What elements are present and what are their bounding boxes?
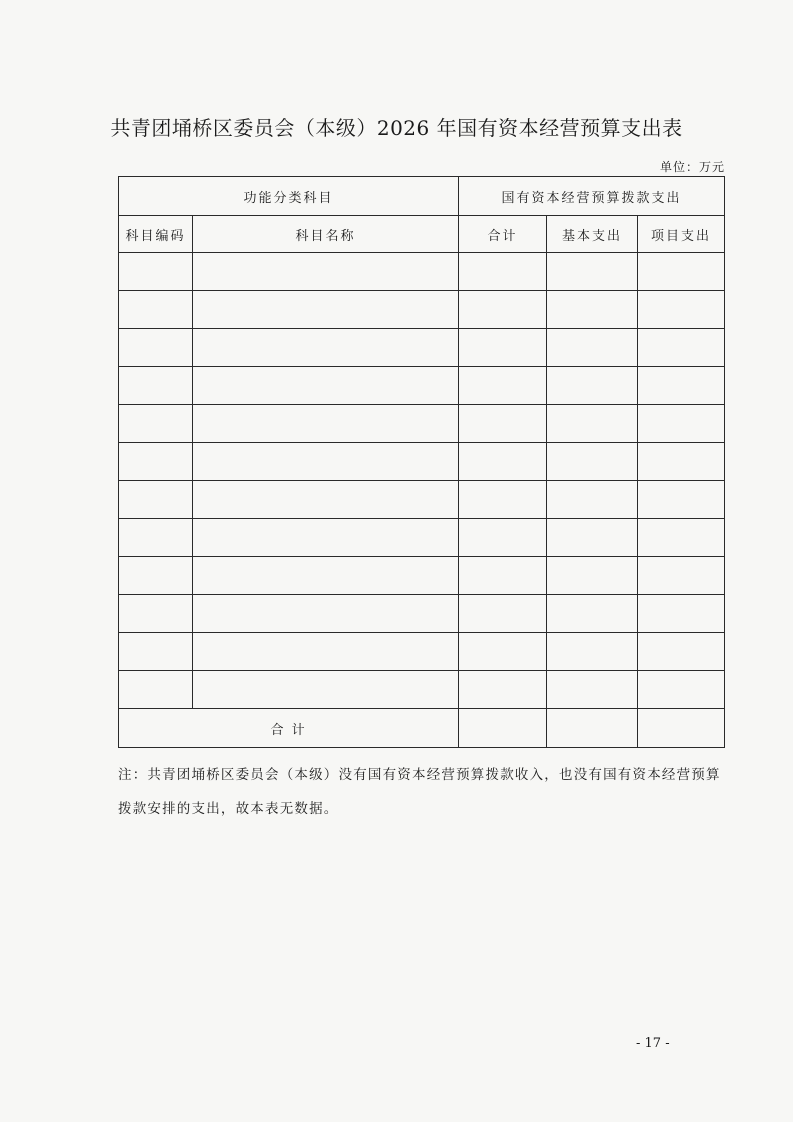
cell-basic [547, 405, 638, 443]
table-row [119, 253, 725, 291]
cell-project [638, 633, 725, 671]
cell-code [119, 633, 193, 671]
cell-code [119, 557, 193, 595]
cell-basic [547, 481, 638, 519]
table-row [119, 519, 725, 557]
total-project-cell [638, 709, 725, 748]
cell-project [638, 557, 725, 595]
cell-basic [547, 329, 638, 367]
cell-name [193, 519, 459, 557]
cell-basic [547, 291, 638, 329]
table-row [119, 367, 725, 405]
cell-project [638, 405, 725, 443]
header-function-classification: 功能分类科目 [119, 177, 459, 216]
cell-name [193, 329, 459, 367]
cell-project [638, 671, 725, 709]
cell-basic [547, 519, 638, 557]
cell-project [638, 443, 725, 481]
cell-total [459, 671, 547, 709]
table-row [119, 633, 725, 671]
table-body [119, 253, 725, 709]
page-title: 共青团埇桥区委员会（本级）2026 年国有资本经营预算支出表 [110, 116, 683, 140]
header-basic-expenditure: 基本支出 [547, 216, 638, 253]
total-row [119, 709, 725, 748]
cell-project [638, 367, 725, 405]
cell-total [459, 405, 547, 443]
cell-basic [547, 253, 638, 291]
header-total: 合计 [459, 216, 547, 253]
cell-total [459, 519, 547, 557]
budget-table [118, 176, 725, 748]
table-row [119, 595, 725, 633]
cell-name [193, 481, 459, 519]
cell-code [119, 671, 193, 709]
header-row-columns [119, 216, 725, 253]
cell-name [193, 291, 459, 329]
table-row [119, 557, 725, 595]
total-label: 合 计 [119, 709, 459, 748]
cell-basic [547, 443, 638, 481]
cell-basic [547, 557, 638, 595]
header-row-group [119, 177, 725, 216]
total-basic-cell [547, 709, 638, 748]
cell-name [193, 557, 459, 595]
cell-name [193, 253, 459, 291]
cell-project [638, 481, 725, 519]
cell-code [119, 253, 193, 291]
cell-total [459, 481, 547, 519]
table-row [119, 291, 725, 329]
cell-code [119, 329, 193, 367]
table-row [119, 329, 725, 367]
footnote: 注：共青团埇桥区委员会（本级）没有国有资本经营预算拨款收入，也没有国有资本经营预算拨款安排的支出，故本表无数据。 [118, 767, 721, 817]
page-number: - 17 - [636, 1036, 670, 1051]
cell-code [119, 519, 193, 557]
header-project-expenditure: 项目支出 [638, 216, 725, 253]
cell-basic [547, 671, 638, 709]
table-row [119, 671, 725, 709]
cell-total [459, 253, 547, 291]
total-cell [459, 709, 547, 748]
cell-project [638, 329, 725, 367]
cell-project [638, 291, 725, 329]
cell-total [459, 367, 547, 405]
unit-label: 单位：万元 [659, 160, 725, 174]
table-row [119, 405, 725, 443]
cell-total [459, 595, 547, 633]
cell-total [459, 329, 547, 367]
cell-code [119, 367, 193, 405]
header-subject-name: 科目名称 [193, 216, 459, 253]
cell-code [119, 405, 193, 443]
table-row [119, 443, 725, 481]
cell-project [638, 253, 725, 291]
cell-name [193, 595, 459, 633]
cell-name [193, 633, 459, 671]
cell-project [638, 595, 725, 633]
cell-project [638, 519, 725, 557]
cell-name [193, 443, 459, 481]
cell-name [193, 671, 459, 709]
cell-code [119, 443, 193, 481]
cell-basic [547, 633, 638, 671]
cell-total [459, 291, 547, 329]
cell-name [193, 405, 459, 443]
table-row [119, 481, 725, 519]
cell-code [119, 481, 193, 519]
cell-code [119, 595, 193, 633]
cell-name [193, 367, 459, 405]
cell-total [459, 557, 547, 595]
cell-basic [547, 367, 638, 405]
cell-total [459, 633, 547, 671]
cell-total [459, 443, 547, 481]
cell-basic [547, 595, 638, 633]
header-subject-code: 科目编码 [119, 216, 193, 253]
header-state-capital-expenditure: 国有资本经营预算拨款支出 [459, 177, 725, 216]
cell-code [119, 291, 193, 329]
